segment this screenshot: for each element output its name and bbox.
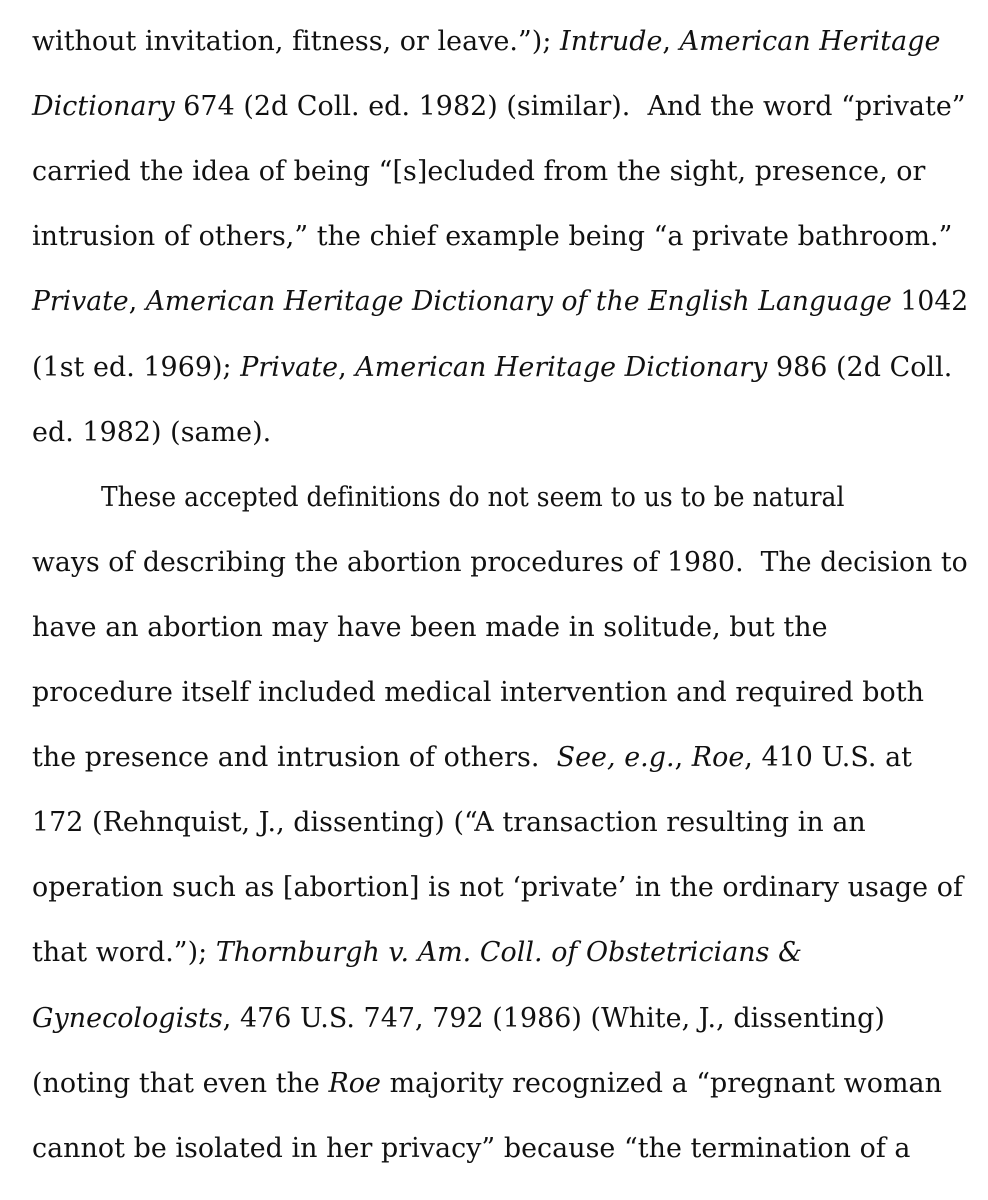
body-text: , 410 U.S. at	[744, 742, 913, 774]
text-line	[32, 417, 968, 449]
body-text: procedure itself included medical intervention and required both	[32, 677, 924, 708]
body-text: (1st ed. 1969);	[32, 351, 241, 383]
text-line	[32, 1068, 968, 1100]
body-text: ed. 1982) (same).	[32, 416, 272, 448]
text-line	[32, 807, 968, 839]
body-text: , 476 U.S. 747, 792 (1986) (White, J., dissenting)	[222, 1002, 885, 1034]
text-line	[32, 352, 968, 384]
italic-citation-text: Private	[32, 286, 129, 318]
body-text: (noting that even the	[32, 1067, 329, 1099]
text-line	[32, 91, 968, 123]
body-text: carried the idea of being “[s]ecluded from the sight, presence, or	[32, 156, 926, 188]
body-text: 986 (2d Coll.	[767, 351, 953, 383]
text-line	[32, 1003, 968, 1035]
body-text: 674 (2d Coll. ed. 1982) (similar). And the word “private”	[174, 91, 966, 123]
text-line	[32, 872, 968, 904]
body-text: that word.”);	[32, 937, 216, 969]
body-text: majority recognized a “pregnant woman	[380, 1067, 942, 1099]
text-line	[32, 546, 968, 579]
body-text: ,	[128, 286, 146, 318]
body-text: operation such as [abortion] is not ‘private’ in the ordinary usage of	[32, 872, 963, 904]
text-line	[32, 677, 968, 709]
italic-citation-text: American Heritage	[679, 26, 941, 57]
paragraph-first-line	[101, 482, 968, 514]
body-text: 172 (Rehnquist, J., dissenting) (“A transaction resulting in an	[32, 807, 866, 839]
text-line	[32, 937, 968, 969]
body-text: ,	[662, 26, 680, 57]
text-line	[32, 612, 968, 644]
text-line	[32, 1133, 968, 1165]
italic-citation-text: Private	[240, 351, 339, 383]
italic-citation-text: American Heritage Dictionary	[355, 351, 768, 383]
text-line	[32, 742, 968, 774]
body-text: the presence and intrusion of others.	[32, 742, 557, 774]
body-text: cannot be isolated in her privacy” because “the termination of a	[32, 1132, 911, 1164]
italic-citation-text: Roe	[691, 742, 745, 774]
text-line	[32, 26, 968, 58]
italic-citation-text: See, e.g.	[556, 742, 675, 774]
italic-citation-text: Thornburgh v. Am. Coll. of Obstetricians &	[215, 937, 803, 969]
body-text: These accepted definitions do not seem to us to be natural	[101, 481, 845, 513]
body-text: 1042	[891, 286, 969, 318]
body-text: have an abortion may have been made in solitude, but the	[32, 611, 828, 643]
italic-citation-text: Gynecologists	[32, 1002, 223, 1034]
italic-citation-text: Intrude	[560, 26, 663, 57]
italic-citation-text: American Heritage Dictionary of the English Language	[145, 286, 892, 318]
body-text: ,	[338, 351, 356, 383]
italic-citation-text: Roe	[328, 1067, 381, 1099]
text-line	[32, 156, 968, 188]
body-text: without invitation, fitness, or leave.”);	[32, 26, 561, 57]
body-text: ways of describing the abortion procedures of 1980. The decision to	[32, 546, 968, 578]
body-text: intrusion of others,” the chief example being “a private bathroom.”	[32, 221, 953, 253]
body-text: ,	[674, 742, 692, 774]
text-line	[32, 286, 969, 318]
text-line	[32, 221, 968, 253]
italic-citation-text: Dictionary	[32, 91, 175, 123]
